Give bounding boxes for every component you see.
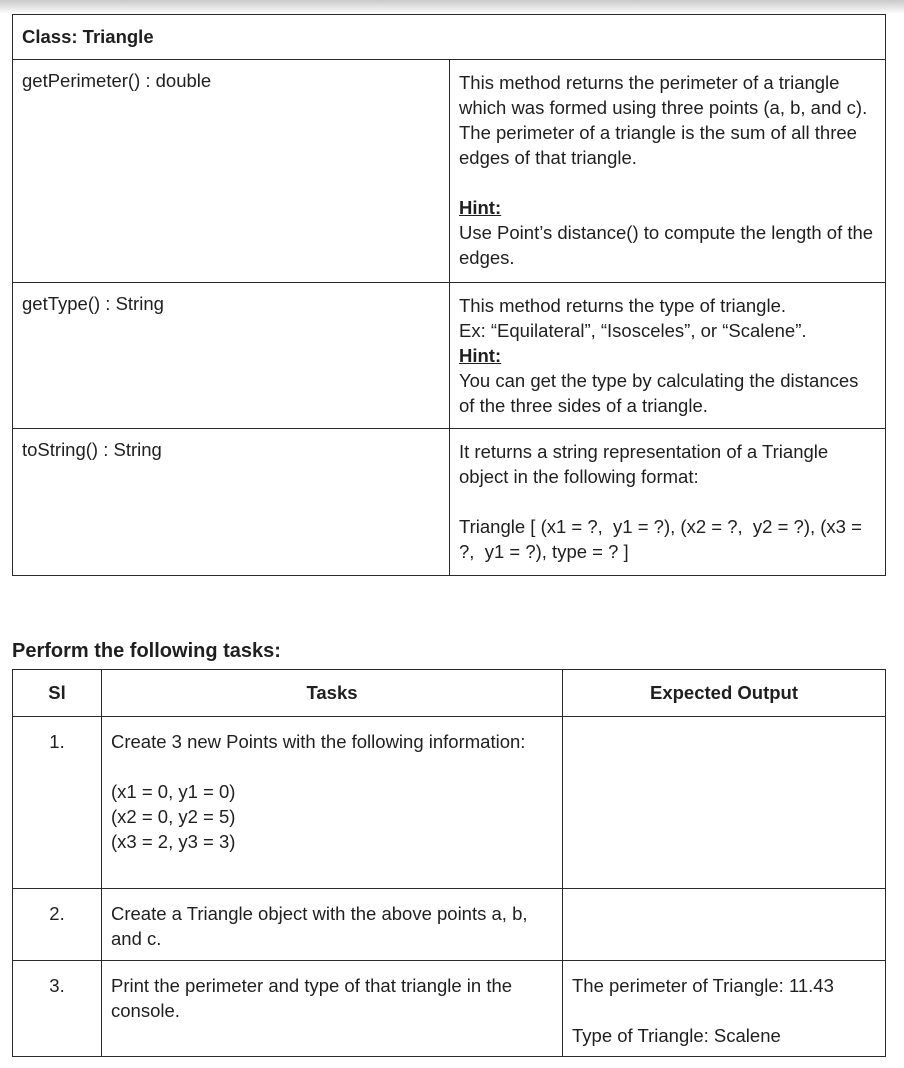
spacer [459,170,876,195]
header-sl: Sl [13,670,102,717]
task-text: Create a Triangle object with the above points a, b, and c. [111,903,528,949]
spacer [459,489,876,514]
task-cell [102,717,563,889]
method-row-tostring [13,429,886,576]
description-text: It returns a string representation of a Triangle object in the following format: [459,441,829,487]
class-title-row [13,15,886,60]
tasks-heading: Perform the following tasks: [12,640,281,662]
header-expected-output: Expected Output [563,670,886,717]
tasks-header-row [13,670,886,717]
method-signature: getPerimeter() : double [13,60,450,283]
method-signature: toString() : String [13,429,450,576]
class-table [12,14,886,576]
task-number: 2. [13,889,102,961]
method-signature: getType() : String [13,283,450,429]
output-perimeter: The perimeter of Triangle: 11.43 [572,975,834,996]
task-row [13,717,886,889]
output-type: Type of Triangle: Scalene [572,1025,781,1046]
window-top-shadow [0,0,904,14]
method-description [450,283,886,429]
method-row-getperimeter [13,60,886,283]
task-number: 3. [13,961,102,1057]
hint-text: You can get the type by calculating the distances of the three sides of a triangle. [459,370,859,416]
method-description [450,429,886,576]
tasks-table [12,669,886,1057]
task-cell [102,889,563,961]
hint-label: Hint: [459,197,502,218]
hint-label: Hint: [459,345,502,366]
task-cell [102,961,563,1057]
task-number: 1. [13,717,102,889]
point-line: (x3 = 2, y3 = 3) [111,831,236,852]
expected-output-cell [563,961,886,1057]
class-title: Class: Triangle [13,15,886,60]
expected-output-cell [563,717,886,889]
spacer [111,754,553,779]
task-row [13,889,886,961]
task-text: Create 3 new Points with the following information: [111,731,526,752]
method-row-gettype [13,283,886,429]
task-row [13,961,886,1057]
description-text: This method returns the perimeter of a triangle which was formed using three points (a, b, and c). The perimeter of a triangle is the sum of all three edges of that triangle. [459,72,868,168]
spacer [572,998,876,1023]
expected-output-cell [563,889,886,961]
point-line: (x1 = 0, y1 = 0) [111,781,236,802]
format-text: Triangle [ (x1 = ?, y1 = ?), (x2 = ?, y2 = ?), (x3 = ?, y1 = ?), type = ? ] [459,516,868,562]
point-line: (x2 = 0, y2 = 5) [111,806,236,827]
task-text: Print the perimeter and type of that triangle in the console. [111,975,513,1021]
method-description [450,60,886,283]
header-tasks: Tasks [102,670,563,717]
description-example: Ex: “Equilateral”, “Isosceles”, or “Scalene”. [459,320,807,341]
hint-text: Use Point’s distance() to compute the length of the edges. [459,222,874,268]
description-text: This method returns the type of triangle. [459,295,787,316]
